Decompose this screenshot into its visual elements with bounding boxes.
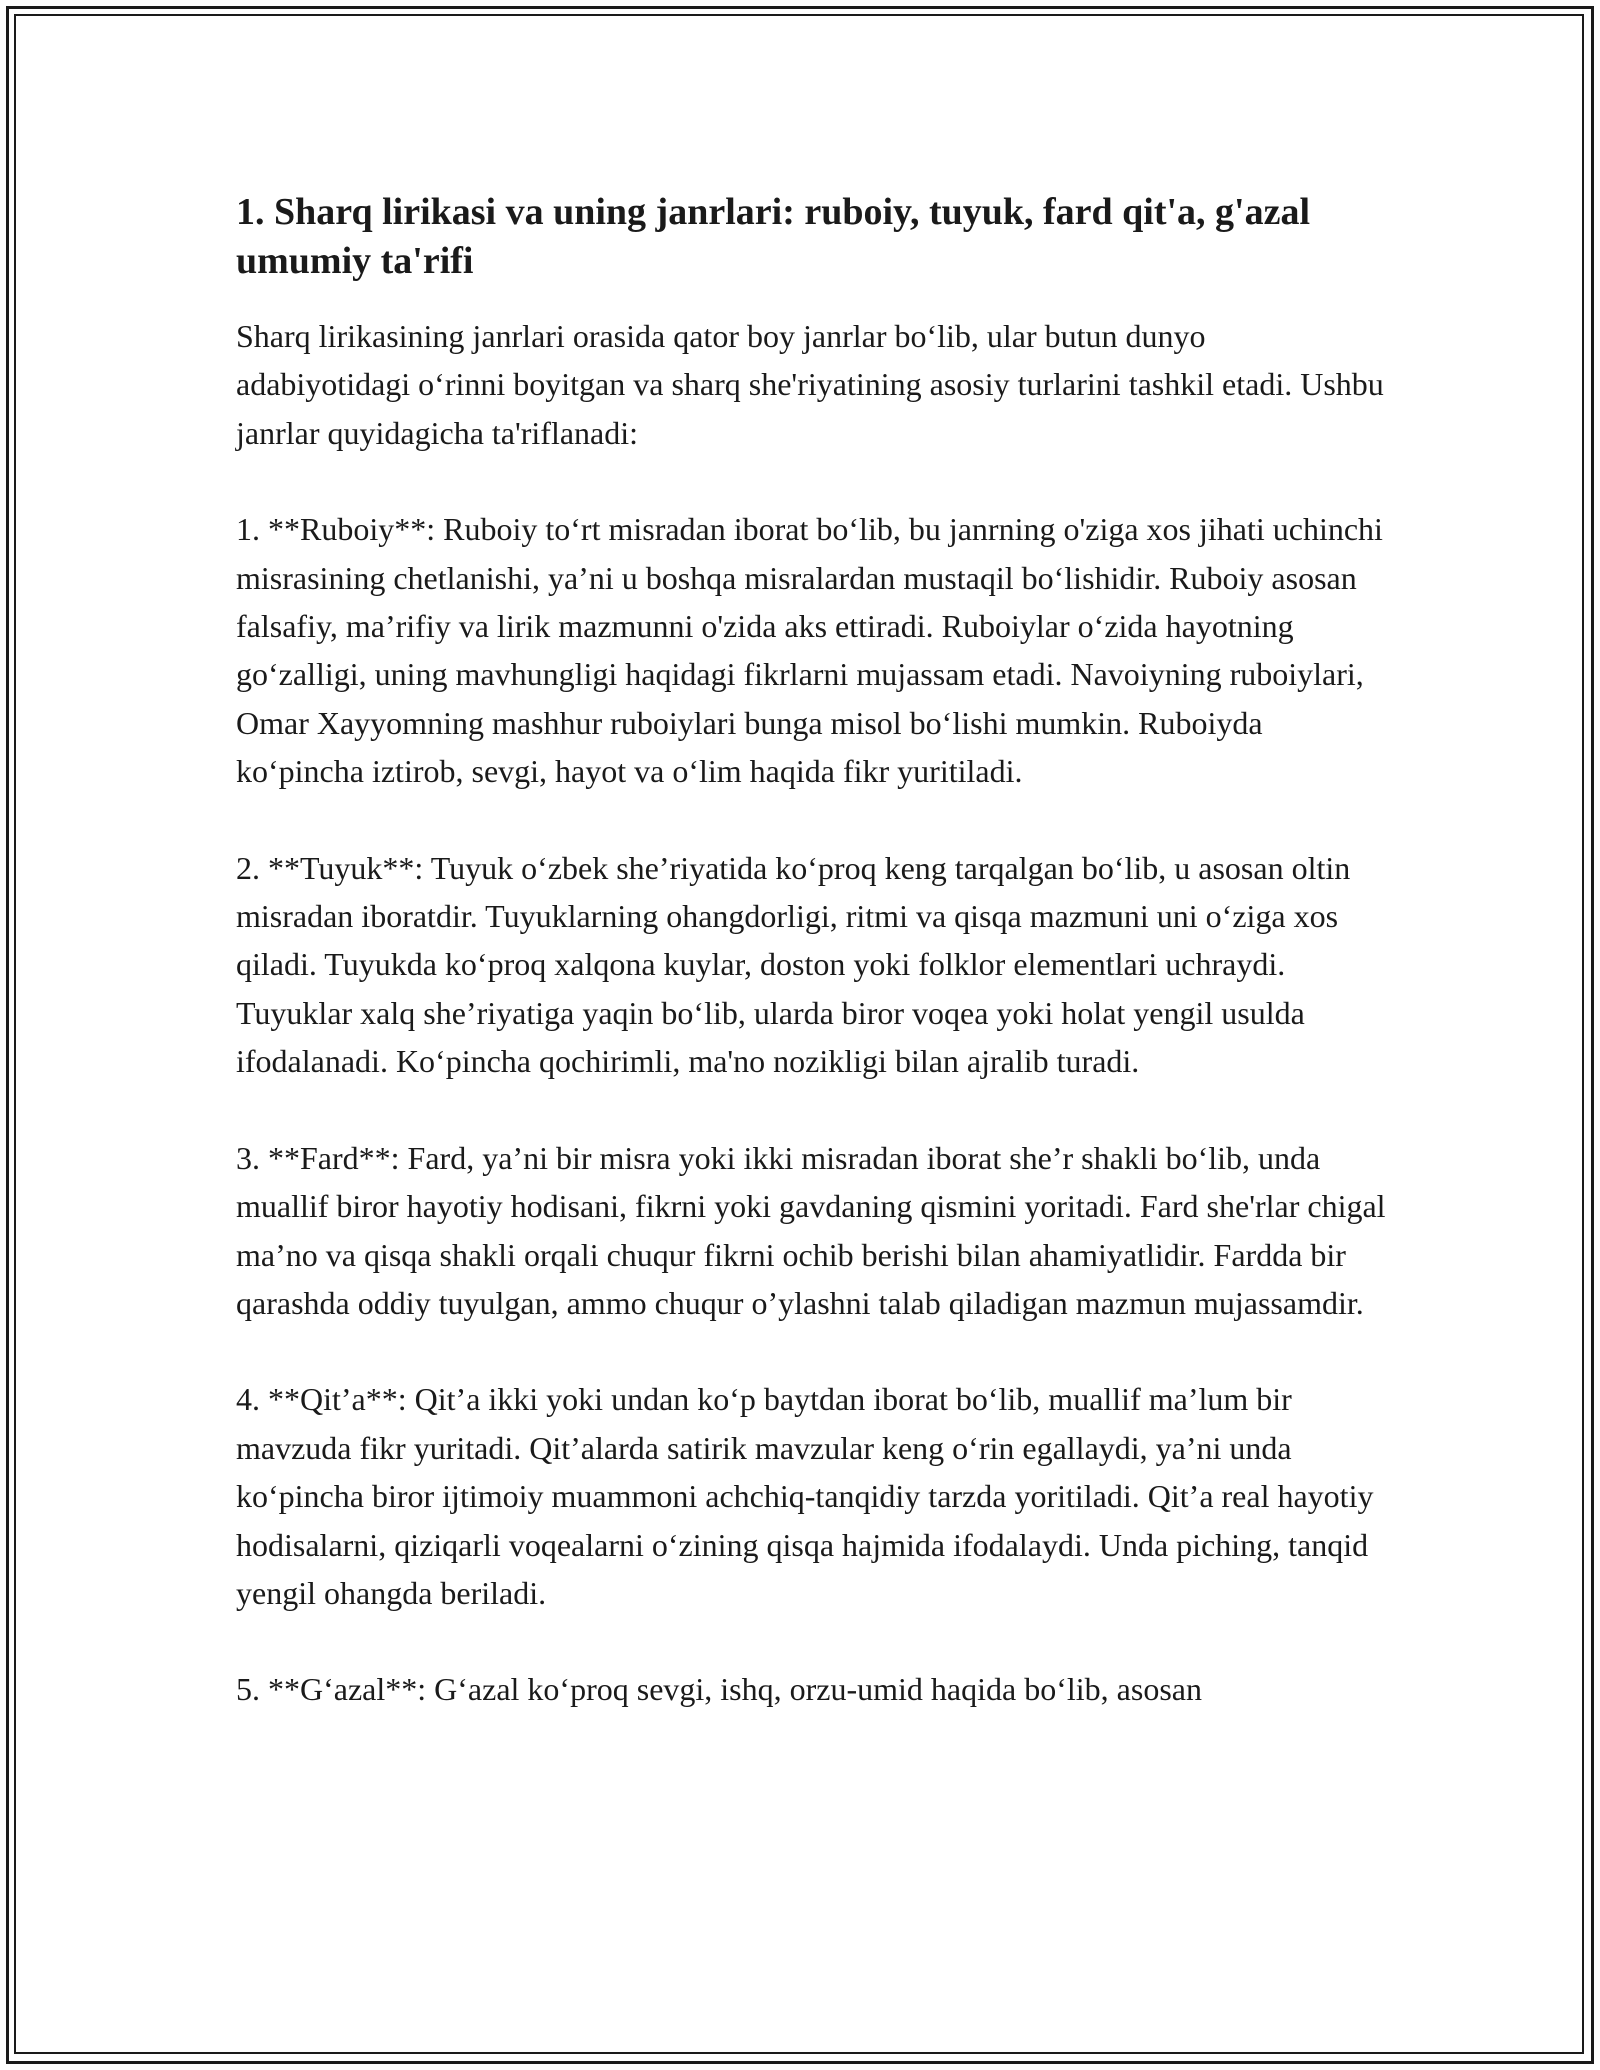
document-body (236, 188, 1386, 1762)
section-gazal: 5. **G‘azal**: G‘azal ko‘proq sevgi, ishq, orzu-umid haqida bo‘lib, asosan (236, 1671, 1202, 1708)
section-tuyuk: 2. **Tuyuk**: Tuyuk o‘zbek she’riyatida ko‘proq keng tarqalgan bo‘lib, u asosan oltin misradan iboratdir. Tuyuklarning ohangdorligi, ritmi va qisqa mazmuni uni o‘ziga xos qiladi. Tuyukda ko‘proq xalqona kuylar, doston yoki folklor elementlari uchraydi. Tuyuklar xalq she’riyatiga yaqin bo‘lib, ularda biror voqea yoki holat yengil usulda ifodalanadi. Ko‘pincha qochirimli, ma'no nozikligi bilan ajralib turadi. (236, 849, 1351, 1080)
document-title: 1. Sharq lirikasi va uning janrlari: ruboiy, tuyuk, fard qit'a, g'azal umumiy ta'rifi (236, 191, 1311, 282)
section-ruboiy: 1. **Ruboiy**: Ruboiy to‘rt misradan iborat bo‘lib, bu janrning o'ziga xos jihati uchinchi misrasining chetlanishi, ya’ni u boshqa misralardan mustaqil bo‘lishidir. Ruboiy asosan falsafiy, ma’rifiy va lirik mazmunni o'zida aks ettiradi. Ruboiylar o‘zida hayotning go‘zalligi, uning mavhungligi haqidagi fikrlarni mujassam etadi. Navoiyning ruboiylari, Omar Xayyomning mashhur ruboiylari bunga misol bo‘lishi mumkin. Ruboiyda ko‘pincha iztirob, sevgi, hayot va o‘lim haqida fikr yuritiladi. (236, 511, 1383, 790)
intro-paragraph: Sharq lirikasining janrlari orasida qator boy janrlar bo‘lib, ular butun dunyo adabiyotidagi o‘rinni boyitgan va sharq she'riyatining asosiy turlarini tashkil etadi. Ushbu janrlar quyidagicha ta'riflanadi: (236, 318, 1384, 451)
section-fard: 3. **Fard**: Fard, ya’ni bir misra yoki ikki misradan iborat she’r shakli bo‘lib, unda muallif biror hayotiy hodisani, fikrni yoki gavdaning qismini yoritadi. Fard she'rlar chigal ma’no va qisqa shakli orqali chuqur fikrni ochib berishi bilan ahamiyatlidir. Fardda bir qarashda oddiy tuyulgan, ammo chuqur o’ylashni talab qiladigan mazmun mujassamdir. (236, 1139, 1386, 1321)
section-qita: 4. **Qit’a**: Qit’a ikki yoki undan ko‘p baytdan iborat bo‘lib, muallif ma’lum bir mavzuda fikr yuritadi. Qit’alarda satirik mavzular keng o‘rin egallaydi, ya’ni unda ko‘pincha biror ijtimoiy muammoni achchiq-tanqidiy tarzda yoritiladi. Qit’a real hayotiy hodisalarni, qiziqarli voqealarni o‘zining qisqa hajmida ifodalaydi. Unda piching, tanqid yengil ohangda beriladi. (236, 1381, 1374, 1611)
